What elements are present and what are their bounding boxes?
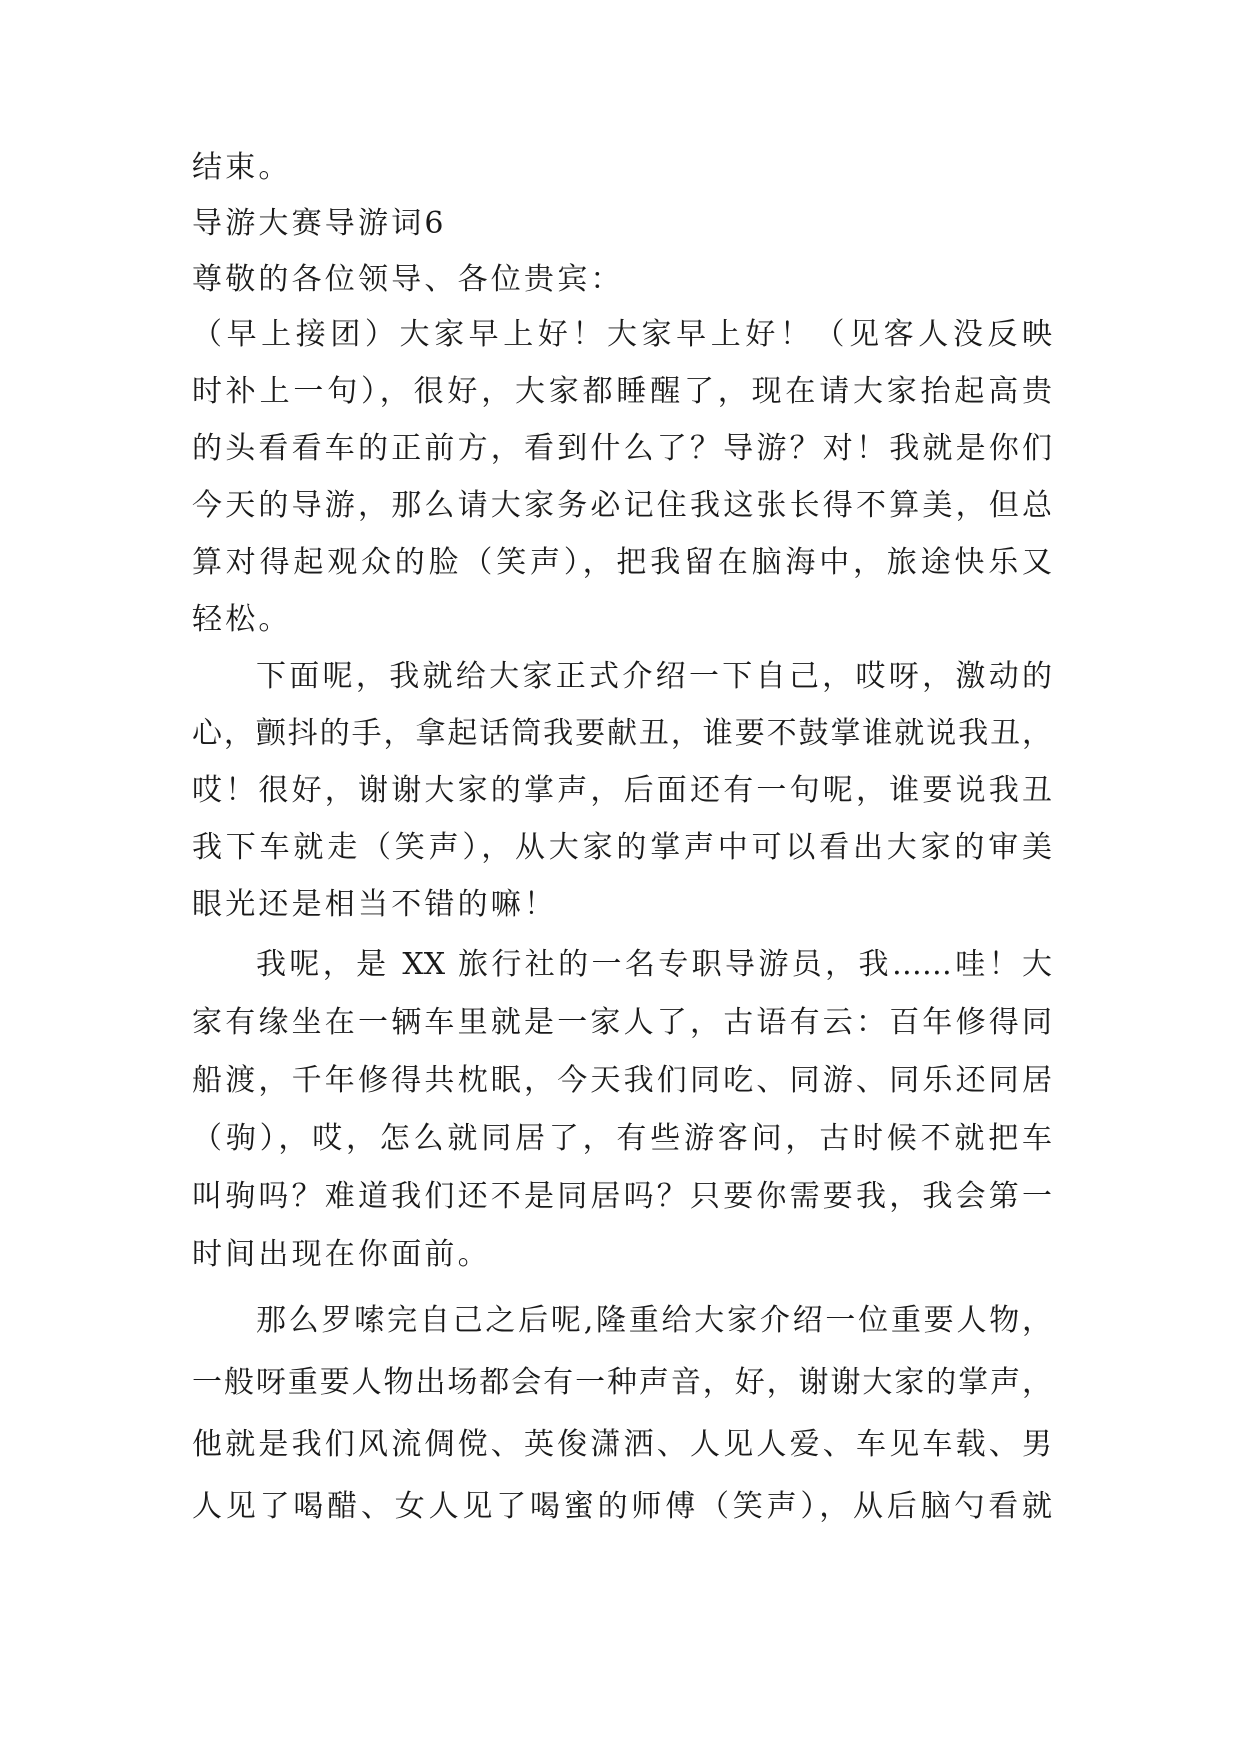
- section-heading: 导游大赛导游词6: [192, 206, 447, 241]
- text-line: 哎！很好，谢谢大家的掌声，后面还有一句呢，谁要说我丑: [192, 773, 1052, 808]
- text-line: 心，颤抖的手，拿起话筒我要献丑，谁要不鼓掌谁就说我丑，: [192, 716, 1052, 751]
- text-line: 结束。: [192, 150, 292, 185]
- salutation: 尊敬的各位领导、各位贵宾：: [192, 262, 624, 297]
- text-line: 船渡，千年修得共枕眠，今天我们同吃、同游、同乐还同居: [192, 1063, 1052, 1098]
- text-line: （驹），哎，怎么就同居了，有些游客问，古时候不就把车: [192, 1121, 1052, 1156]
- text-line: 我下车就走（笑声），从大家的掌声中可以看出大家的审美: [192, 830, 1052, 865]
- text-line: 今天的导游，那么请大家务必记住我这张长得不算美，但总: [192, 488, 1052, 523]
- text-line: 的头看看车的正前方，看到什么了？导游？对！我就是你们: [192, 431, 1052, 466]
- text-line: 一般呀重要人物出场都会有一种声音，好，谢谢大家的掌声，: [192, 1365, 1052, 1400]
- text-line: 家有缘坐在一辆车里就是一家人了，古语有云：百年修得同: [192, 1005, 1052, 1040]
- text-line: （早上接团）大家早上好！大家早上好！（见客人没反映: [192, 317, 1052, 352]
- text-line: 叫驹吗？难道我们还不是同居吗？只要你需要我，我会第一: [192, 1179, 1052, 1214]
- text-line: 那么罗嗦完自己之后呢,隆重给大家介绍一位重要人物，: [256, 1303, 1052, 1338]
- text-line: 时间出现在你面前。: [192, 1237, 491, 1272]
- text-line: 下面呢，我就给大家正式介绍一下自己，哎呀，激动的: [256, 659, 1052, 694]
- text-line: 眼光还是相当不错的嘛！: [192, 887, 558, 922]
- text-line: 他就是我们风流倜傥、英俊潇洒、人见人爱、车见车载、男: [192, 1427, 1052, 1462]
- text-line: 我呢，是 XX 旅行社的一名专职导游员，我……哇！大: [256, 947, 1052, 982]
- text-line: 时补上一句），很好，大家都睡醒了，现在请大家抬起高贵: [192, 374, 1052, 409]
- text-line: 算对得起观众的脸（笑声），把我留在脑海中，旅途快乐又: [192, 545, 1052, 580]
- text-line: 人见了喝醋、女人见了喝蜜的师傅（笑声），从后脑勺看就: [192, 1489, 1052, 1524]
- text-line: 轻松。: [192, 602, 292, 637]
